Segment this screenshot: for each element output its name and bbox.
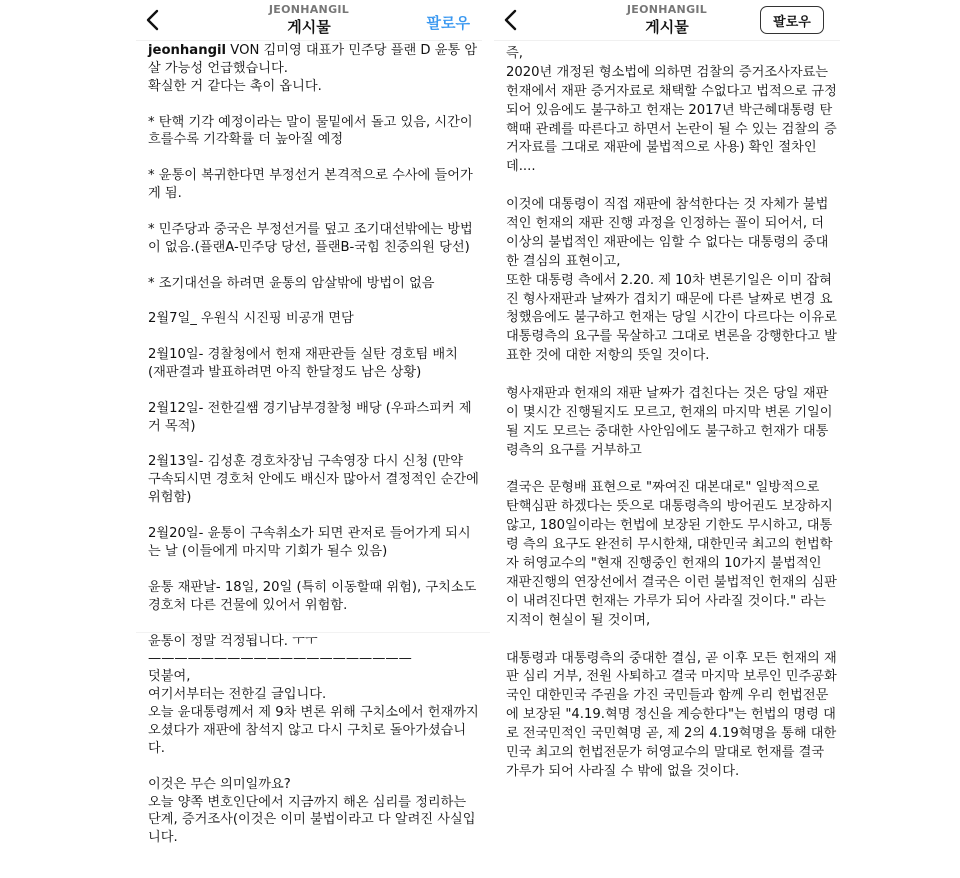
caption-line [148,42,478,60]
caption-line: 표한 것에 대한 저항의 뜻일 것이다. [506,348,710,364]
caption-line: * 탄핵 기각 예정이라는 말이 물밑에서 돌고 있음, 시간이 [148,114,473,130]
caption-line: 2월12일- 전한길쌤 경기남부경찰청 배당 (우파스피커 제 [148,400,472,416]
caption-line: 이 없음.(플랜A-민주당 당선, 플랜B-국힘 친중의원 당선) [148,239,470,255]
caption-line: 될 지도 모르는 중대한 사안임에도 불구하고 헌재가 대통 [506,423,829,439]
caption-line: 윤통 재판날- 18일, 20일 (특히 이동할때 위험), 구치소도 [148,579,477,595]
caption-line: 게 됨. [148,186,182,202]
caption-line: 2월10일- 경찰청에서 헌재 재판관들 실탄 경호팀 배치 [148,347,458,363]
caption-line: 결국은 문형배 표현으로 "짜여진 대본대로" 일방적으로 [506,480,820,496]
account-username: JEONHANGIL [626,3,708,16]
caption-line: 적인 헌재의 재판 진행 과정을 인정하는 꼴이 되어서, 더 [506,216,824,232]
caption-line: 2월20일- 윤통이 구속취소가 되면 관저로 들어가게 되시 [148,526,471,542]
caption-line: 핵때 관례를 따른다고 하면서 논란이 될 수 있는 검찰의 증 [506,121,837,137]
caption-line: 재판진행의 연장선에서 결국은 이런 불법적인 헌재의 심판 [506,574,837,590]
caption-line: 민국 최고의 헌법전문가 허영교수의 말대로 헌재를 결국 [506,744,825,760]
caption-line: 는 날 (이들에게 마지막 기회가 될수 있음) [148,543,388,559]
caption-line: 이것에 대통령이 직접 재판에 참석한다는 것 자체가 불법 [506,197,829,213]
caption-line: 형사재판과 헌재의 재판 날짜가 겹친다는 것은 당일 재판 [506,386,829,402]
caption-line: 단계, 증거조사(이것은 이미 불법이라고 다 알려진 사실입 [148,812,476,828]
caption-line: 에 보장된 "4.19.혁명 정신을 계승한다"는 헌법의 명령 대 [506,707,836,723]
caption-line: 청했음에도 불구하고 헌재는 당일 시간이 다르다는 이유로 [506,310,837,326]
caption-line: 탄핵심판 하겠다는 뜻으로 대통령측의 방어권도 보장하지 [506,499,833,515]
blank-line [148,561,478,579]
caption-line: 국인 대한민국 주권을 가진 국민들과 함께 우리 헌법전문 [506,688,829,704]
caption-line: 대통령측의 요구를 묵살하고 그대로 변론을 강행한다고 발 [506,329,837,345]
blank-line [148,96,478,114]
blank-line [148,149,478,167]
blank-line [148,257,478,275]
caption-line: 니다. [148,830,178,846]
right-post-screen [494,0,840,878]
blank-line [148,436,478,454]
blank-line [506,631,836,650]
caption-line: 또한 대통령 측에서 2.20. 제 10차 변론기일은 이미 잡혀 [506,272,832,288]
caption-line: 확실한 거 같다는 촉이 옵니다. [148,78,322,94]
caption-line: 한 결심의 표현이고, [506,253,621,269]
caption-line: 로 전국민적인 국민혁명 곧, 제 2의 4.19혁명을 통해 대한 [506,726,837,742]
caption-line: ———————————————————— [148,651,412,667]
post-header [494,0,840,41]
blank-line [148,328,478,346]
post-header [136,0,482,41]
caption-line: 대통령과 대통령측의 중대한 결심, 곧 이후 모든 헌재의 재 [506,650,837,666]
caption-line: * 민주당과 중국은 부정선거를 덮고 조기대선밖에는 방법 [148,221,473,237]
caption-line: 거 목적) [148,418,196,434]
caption-text: VON 김미영 대표가 민주당 플랜 D 윤통 암 [230,43,478,58]
caption-line: 흐를수록 기각확률 더 높아질 예정 [148,132,344,148]
caption-line: * 조기대선을 하려면 윤통의 암살밖에 방법이 없음 [148,275,435,291]
caption-line: 진 형사재판과 날짜가 겹치기 때문에 다른 날짜로 변경 요 [506,291,833,307]
blank-line [148,292,478,310]
left-post-screen [136,0,482,878]
caption-line: 구속되시면 경호처 안에도 배신자 많아서 결정적인 순간에 [148,472,479,488]
account-username: JEONHANGIL [268,3,350,16]
caption-line: 위험함) [148,490,192,506]
caption-line: 오셨다가 재판에 참석지 않고 다시 구치로 돌아가셨습니 [148,722,467,738]
author-username[interactable]: jeonhangil [148,43,227,58]
blank-line [148,507,478,525]
blank-line [506,461,836,480]
caption-line: 자 허영교수의 "현재 진행중인 헌재의 10가지 불법적인 [506,556,822,572]
page-title: 게시물 [645,18,689,36]
caption-line: 거자료를 그대로 재판에 불법적으로 사용) 확인 절차인 [506,140,817,156]
caption-line: 헌재에서 재판 증거자료로 채택할 수없다고 법적으로 규정 [506,83,837,99]
caption-line: 이 몇시간 진행될지도 모르고, 헌재의 마지막 변론 기일이 [506,404,833,420]
caption-line: 판 심리 거부, 전원 사퇴하고 결국 마지막 보루인 민주공화 [506,669,837,685]
blank-line [148,203,478,221]
caption-line: 덧붙여, [148,669,191,685]
post-caption [148,42,478,847]
caption-line: 이 내려진다면 헌재는 가루가 되어 사라질 것이다." 라는 [506,593,826,609]
page-title: 게시물 [287,18,331,36]
caption-line: 윤통이 정말 걱정됩니다. ㅜㅜ [148,633,318,649]
caption-line: 2020년 개정된 형소법에 의하면 검찰의 증거조사자료는 [506,64,829,80]
blank-line [148,615,478,632]
caption-line: 여기서부터는 전한길 글입니다. [148,687,327,703]
blank-line [506,177,836,196]
caption-line: 오늘 윤대통령께서 제 9차 변론 위해 구치소에서 헌재까지 [148,705,479,721]
caption-line: 즉, [506,46,523,61]
caption-line: 령측의 요구를 거부하고 [506,442,642,458]
caption-line: 2월13일- 김성훈 경호차장님 구속영장 다시 신청 (만약 [148,454,464,470]
caption-line: 되어 있음에도 불구하고 헌재는 2017년 박근혜대통령 탄 [506,102,833,118]
caption-line: 2월7일_ 우원식 시진핑 비공개 면담 [148,311,354,327]
caption-line: 이것은 무슨 의미일까요? [148,776,291,792]
caption-line: 경호처 다른 건물에 있어서 위험함. [148,597,348,613]
follow-button[interactable]: 팔로우 [426,14,470,32]
caption-line: 살 가능성 언급했습니다. [148,60,288,76]
caption-line: 데.... [506,159,536,175]
blank-line [506,366,836,385]
caption-line: 다. [148,740,165,756]
caption-line: 령 측의 요구도 완전히 무시한채, 대한민국 최고의 헌법학 [506,537,833,553]
caption-line: 가루가 되어 사라질 수 밖에 없을 것이다. [506,763,740,779]
caption-line: (재판결과 발표하려면 아직 한달정도 남은 상황) [148,365,422,381]
follow-button[interactable]: 팔로우 [760,6,824,34]
blank-line [148,758,478,776]
caption-line: 오늘 양쪽 변호인단에서 지금까지 해온 심리를 정리하는 [148,794,467,810]
post-caption [506,45,836,782]
caption-line: * 윤통이 복귀한다면 부정선거 본격적으로 수사에 들어가 [148,168,473,184]
caption-line: 지적이 현실이 될 것이며, [506,612,651,628]
caption-line: 않고, 180일이라는 헌법에 보장된 기한도 무시하고, 대통 [506,518,833,534]
caption-line: 이상의 불법적인 재판에는 임할 수 없다는 대통령의 중대 [506,234,829,250]
blank-line [148,382,478,400]
